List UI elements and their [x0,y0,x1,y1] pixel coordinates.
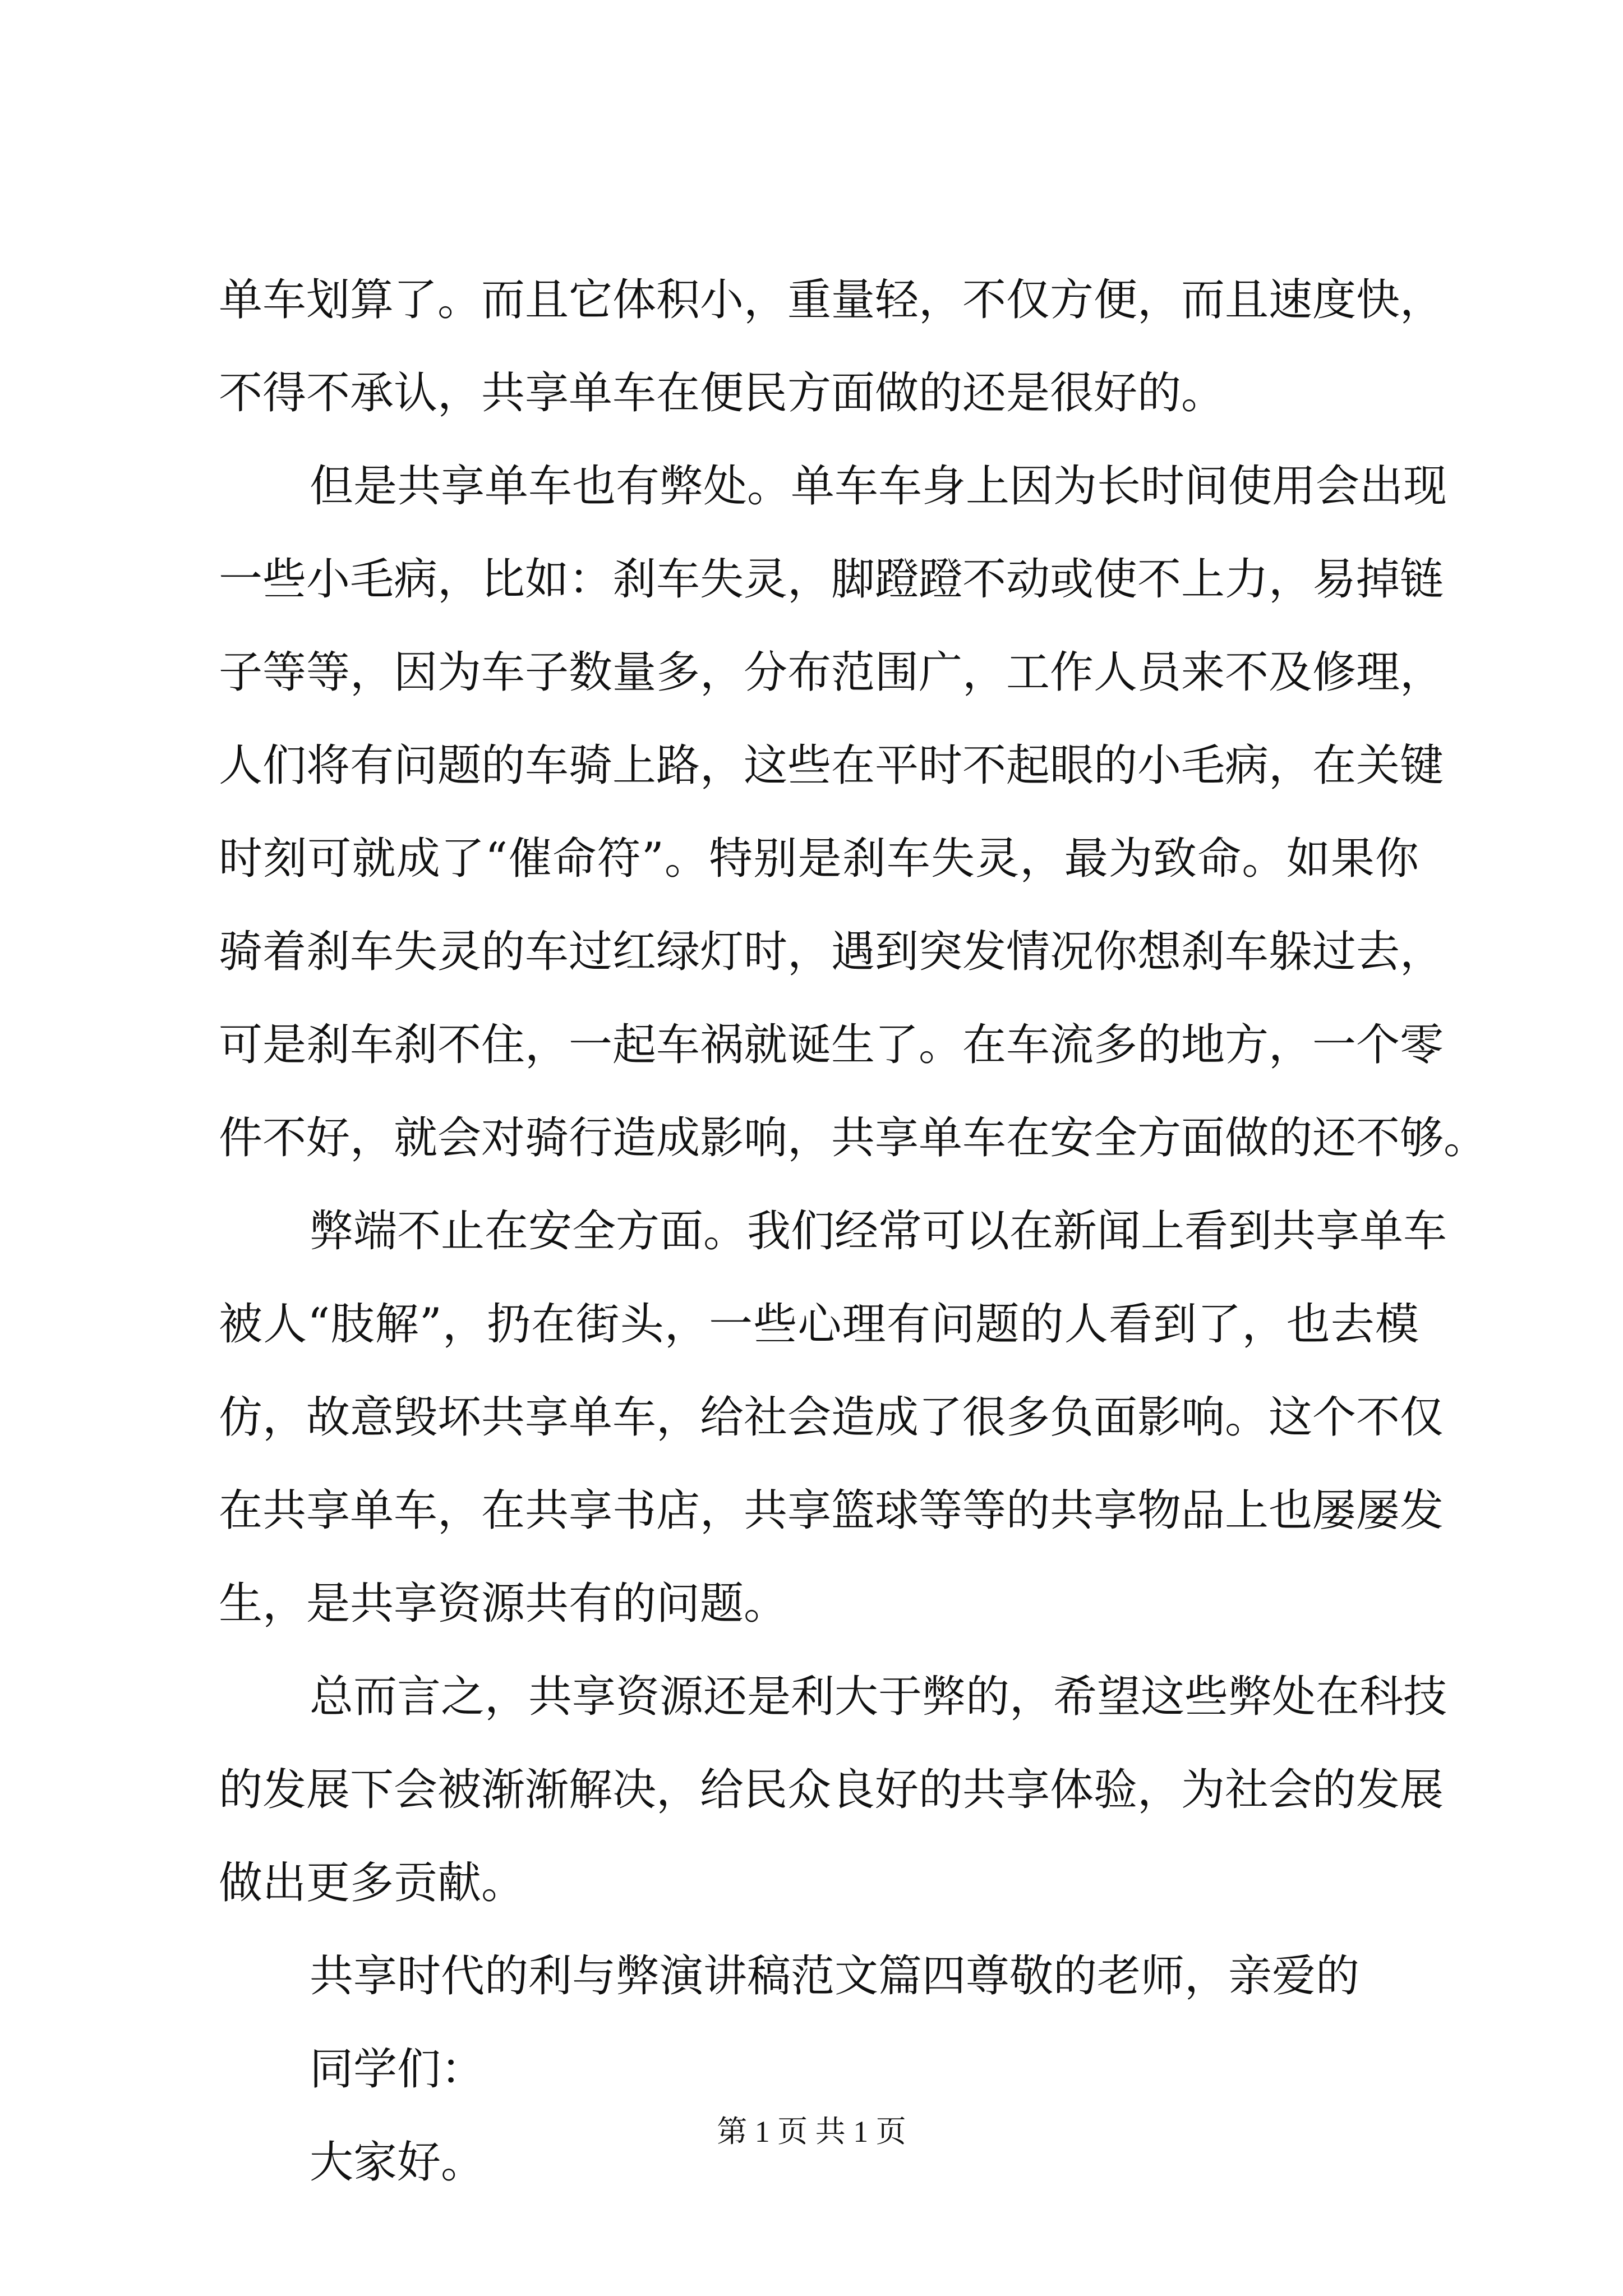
text-line: 但是共享单车也有弊处。单车车身上因为长时间使用会出现 [310,461,1447,512]
text-line: 同学们： [310,2044,485,2095]
text-line: 骑着刹车失灵的车过红绿灯时，遇到突发情况你想刹车躲过去， [219,927,1444,977]
text-line: 被人“肢解”，扔在街头，一些心理有问题的人看到了，也去模 [219,1299,1419,1350]
text-line: 生，是共享资源共有的问题。 [219,1579,788,1629]
text-line: 子等等，因为车子数量多，分布范围广，工作人员来不及修理， [219,647,1444,698]
text-line: 弊端不止在安全方面。我们经常可以在新闻上看到共享单车 [310,1206,1447,1257]
text-line: 做出更多贡献。 [219,1858,525,1908]
document-body [219,254,1488,2209]
text-line: 仿，故意毁坏共享单车，给社会造成了很多负面影响。这个不仅 [219,1392,1444,1443]
text-line: 总而言之，共享资源还是利大于弊的，希望这些弊处在科技 [310,1672,1447,1722]
text-line: 单车划算了。而且它体积小，重量轻，不仅方便，而且速度快， [219,275,1444,325]
text-line: 人们将有问题的车骑上路，这些在平时不起眼的小毛病，在关键 [219,740,1444,791]
text-line: 共享时代的利与弊演讲稿范文篇四尊敬的老师，亲爱的 [310,1951,1360,2001]
text-line: 一些小毛病，比如：刹车失灵，脚蹬蹬不动或使不上力，易掉链 [219,554,1444,605]
page-number-footer: 第 1 页 共 1 页 [717,2115,906,2148]
text-line: 大家好。 [310,2137,485,2188]
text-line: 在共享单车，在共享书店，共享篮球等等的共享物品上也屡屡发 [219,1485,1444,1536]
text-line: 可是刹车刹不住，一起车祸就诞生了。在车流多的地方，一个零 [219,1020,1444,1070]
text-line: 时刻可就成了“催命符”。特别是刹车失灵，最为致命。如果你 [219,834,1419,884]
text-line: 件不好，就会对骑行造成影响，共享单车在安全方面做的还不够。 [219,1113,1488,1163]
text-line: 不得不承认，共享单车在便民方面做的还是很好的。 [219,368,1225,418]
text-line: 的发展下会被渐渐解决，给民众良好的共享体验，为社会的发展 [219,1765,1444,1815]
